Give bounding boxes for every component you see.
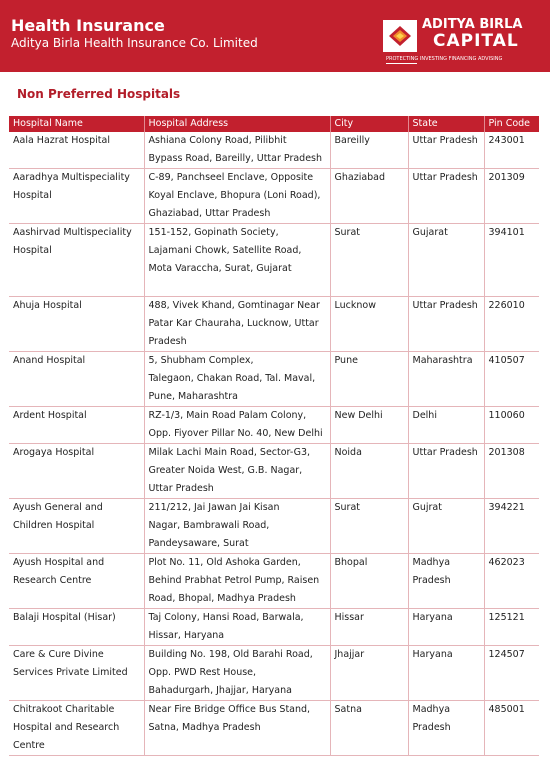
table-row <box>9 169 539 224</box>
cell-text-line: 5, Shubham Complex, <box>148 355 254 366</box>
cell-text-line: Road, Bhopal, Madhya Pradesh <box>148 593 296 604</box>
header-subtitle: Aditya Birla Health Insurance Co. Limited <box>11 36 258 50</box>
header-title: Health Insurance <box>11 16 165 35</box>
cell-text-line: Patar Kar Chauraha, Lucknow, Uttar <box>148 318 319 329</box>
table-row <box>9 297 539 352</box>
cell-text-line: Madhya <box>412 704 451 715</box>
city-cell <box>330 407 408 444</box>
cell-text-line: Ghaziabad <box>334 172 386 183</box>
cell-text-line: Centre <box>13 740 45 751</box>
brand-name-line2: CAPITAL <box>433 31 519 51</box>
cell-text-line: Noida <box>334 447 362 458</box>
hospital-address-cell <box>144 499 330 554</box>
hospital-address-cell <box>144 132 330 169</box>
cell-text-line: 201308 <box>488 447 525 458</box>
cell-text-line: Hospital <box>13 245 52 256</box>
cell-text-line: Chitrakoot Charitable <box>13 704 115 715</box>
city-cell <box>330 646 408 701</box>
cell-text-line: 394101 <box>488 227 525 238</box>
hospital-name-cell <box>9 352 144 407</box>
city-cell <box>330 554 408 609</box>
column-header-pin-code: Pin Code <box>484 116 539 132</box>
cell-text-line: Uttar Pradesh <box>148 483 214 494</box>
cell-text-line: Koyal Enclave, Bhopura (Loni Road), <box>148 190 321 201</box>
page-title: Non Preferred Hospitals <box>17 87 181 101</box>
cell-text-line: Satna, Madhya Pradesh <box>148 722 261 733</box>
cell-text-line: Mota Varaccha, Surat, Gujarat <box>148 263 292 274</box>
cell-text-line: Anand Hospital <box>13 355 86 366</box>
hospital-address-cell <box>144 701 330 756</box>
cell-text-line: Lajamani Chowk, Satellite Road, <box>148 245 302 256</box>
pin-code-cell <box>484 407 539 444</box>
cell-text-line: Arogaya Hospital <box>13 447 95 458</box>
cell-text-line: Nagar, Bambrawali Road, <box>148 520 270 531</box>
cell-text-line: Building No. 198, Old Barahi Road, <box>148 649 313 660</box>
hospital-address-cell <box>144 297 330 352</box>
cell-text-line: Bhopal <box>334 557 368 568</box>
pin-code-cell <box>484 554 539 609</box>
city-cell <box>330 609 408 646</box>
page-header <box>0 0 550 72</box>
cell-text-line: Bypass Road, Bareilly, Uttar Pradesh <box>148 153 323 164</box>
cell-text-line: Talegaon, Chakan Road, Tal. Maval, <box>148 373 316 384</box>
cell-text-line: 462023 <box>488 557 525 568</box>
hospital-name-cell <box>9 554 144 609</box>
city-cell <box>330 701 408 756</box>
hospital-name-cell <box>9 169 144 224</box>
cell-text-line <box>149 278 330 296</box>
pin-code-cell <box>484 169 539 224</box>
cell-text-line: 211/212, Jai Jawan Jai Kisan <box>148 502 280 513</box>
table-row <box>9 407 539 444</box>
cell-text-line: 485001 <box>488 704 525 715</box>
cell-text-line: 488, Vivek Khand, Gomtinagar Near <box>148 300 320 311</box>
pin-code-cell <box>484 297 539 352</box>
hospital-address-cell <box>144 444 330 499</box>
cell-text-line: C-89, Panchseel Enclave, Opposite <box>148 172 314 183</box>
cell-text-line: Maharashtra <box>412 355 473 366</box>
hospital-address-cell <box>144 224 330 297</box>
cell-text-line: Hissar, Haryana <box>148 630 225 641</box>
cell-text-line: Pradesh <box>412 722 451 733</box>
cell-text-line: New Delhi <box>334 410 383 421</box>
table-row <box>9 352 539 407</box>
column-header-hospital-address: Hospital Address <box>144 116 330 132</box>
table-row <box>9 646 539 701</box>
city-cell <box>330 224 408 297</box>
cell-text-line: Near Fire Bridge Office Bus Stand, <box>148 704 311 715</box>
hospital-address-cell <box>144 646 330 701</box>
state-cell <box>408 609 484 646</box>
city-cell <box>330 352 408 407</box>
cell-text-line: Gujrat <box>412 502 442 513</box>
table-row <box>9 132 539 169</box>
cell-text-line: Hissar <box>334 612 364 623</box>
cell-text-line: Pradesh <box>148 336 187 347</box>
cell-text-line: Haryana <box>412 649 453 660</box>
cell-text-line: Care & Cure Divine <box>13 649 104 660</box>
cell-text-line: Behind Prabhat Petrol Pump, Raisen <box>148 575 320 586</box>
state-cell <box>408 224 484 297</box>
table-header-row <box>9 116 539 132</box>
cell-text-line: RZ-1/3, Main Road Palam Colony, <box>148 410 307 421</box>
hospital-address-cell <box>144 169 330 224</box>
cell-text-line: Jhajjar <box>334 649 365 660</box>
hospital-name-cell <box>9 499 144 554</box>
table-row <box>9 554 539 609</box>
cell-text-line: Services Private Limited <box>13 667 128 678</box>
brand-tagline: PROTECTING INVESTING FINANCING ADVISING <box>386 56 503 62</box>
cell-text-line: Pradesh <box>412 575 451 586</box>
state-cell <box>408 132 484 169</box>
table-row <box>9 224 539 297</box>
cell-text-line: Opp. Fiyover Pillar No. 40, New Delhi <box>148 428 323 439</box>
cell-text-line: 124507 <box>488 649 525 660</box>
pin-code-cell <box>484 444 539 499</box>
hospital-name-cell <box>9 224 144 297</box>
cell-text-line: Bahadurgarh, Jhajjar, Haryana <box>148 685 292 696</box>
state-cell <box>408 407 484 444</box>
city-cell <box>330 499 408 554</box>
hospital-address-cell <box>144 407 330 444</box>
cell-text-line: Uttar Pradesh <box>412 172 478 183</box>
cell-text-line: Pandeysaware, Surat <box>148 538 249 549</box>
city-cell <box>330 297 408 352</box>
cell-text-line: Hospital and Research <box>13 722 120 733</box>
cell-text-line: 151-152, Gopinath Society, <box>148 227 279 238</box>
cell-text-line: 125121 <box>488 612 525 623</box>
column-header-state: State <box>408 116 484 132</box>
state-cell <box>408 646 484 701</box>
column-header-hospital-name: Hospital Name <box>9 116 144 132</box>
cell-text-line: Hospital <box>13 190 52 201</box>
hospital-name-cell <box>9 297 144 352</box>
hospital-name-cell <box>9 132 144 169</box>
state-cell <box>408 444 484 499</box>
cell-text-line: Greater Noida West, G.B. Nagar, <box>148 465 303 476</box>
pin-code-cell <box>484 132 539 169</box>
table-row <box>9 701 539 756</box>
column-header-city: City <box>330 116 408 132</box>
cell-text-line: 226010 <box>488 300 525 311</box>
cell-text-line: 243001 <box>488 135 525 146</box>
cell-text-line: Madhya <box>412 557 451 568</box>
cell-text-line: Bareilly <box>334 135 370 146</box>
pin-code-cell <box>484 352 539 407</box>
cell-text-line: Balaji Hospital (Hisar) <box>13 612 116 623</box>
city-cell <box>330 132 408 169</box>
hospital-table <box>9 116 539 756</box>
pin-code-cell <box>484 701 539 756</box>
cell-text-line: Ardent Hospital <box>13 410 87 421</box>
hospital-address-cell <box>144 554 330 609</box>
hospital-name-cell <box>9 701 144 756</box>
cell-text-line: Satna <box>334 704 362 715</box>
cell-text-line: Uttar Pradesh <box>412 135 478 146</box>
cell-text-line: Surat <box>334 227 361 238</box>
aditya-birla-logo-icon <box>383 20 417 52</box>
cell-text-line: 410507 <box>488 355 525 366</box>
hospital-name-cell <box>9 646 144 701</box>
pin-code-cell <box>484 646 539 701</box>
hospital-name-cell <box>9 609 144 646</box>
cell-text-line: 201309 <box>488 172 525 183</box>
cell-text-line: Aashirvad Multispeciality <box>13 227 132 238</box>
cell-text-line: Aaradhya Multispeciality <box>13 172 130 183</box>
table-row <box>9 499 539 554</box>
cell-text-line: Surat <box>334 502 361 513</box>
cell-text-line: Ahuja Hospital <box>13 300 82 311</box>
cell-text-line: Haryana <box>412 612 453 623</box>
hospital-name-cell <box>9 444 144 499</box>
cell-text-line: Milak Lachi Main Road, Sector-G3, <box>148 447 311 458</box>
hospital-address-cell <box>144 352 330 407</box>
cell-text-line: Uttar Pradesh <box>412 300 478 311</box>
tagline-divider <box>386 63 417 64</box>
cell-text-line: Ashiana Colony Road, Pilibhit <box>148 135 287 146</box>
cell-text-line: Aala Hazrat Hospital <box>13 135 110 146</box>
city-cell <box>330 169 408 224</box>
hospital-address-cell <box>144 609 330 646</box>
cell-text-line: Delhi <box>412 410 437 421</box>
cell-text-line: Ghaziabad, Uttar Pradesh <box>148 208 271 219</box>
pin-code-cell <box>484 499 539 554</box>
cell-text-line: Taj Colony, Hansi Road, Barwala, <box>148 612 304 623</box>
brand-name-line1: ADITYA BIRLA <box>422 17 523 32</box>
cell-text-line: Ayush General and <box>13 502 103 513</box>
state-cell <box>408 701 484 756</box>
cell-text-line: Lucknow <box>334 300 376 311</box>
pin-code-cell <box>484 224 539 297</box>
hospital-name-cell <box>9 407 144 444</box>
table-row <box>9 444 539 499</box>
cell-text-line: Opp. PWD Rest House, <box>148 667 257 678</box>
cell-text-line: Pune <box>334 355 358 366</box>
state-cell <box>408 554 484 609</box>
pin-code-cell <box>484 609 539 646</box>
table-row <box>9 609 539 646</box>
cell-text-line: 394221 <box>488 502 525 513</box>
state-cell <box>408 169 484 224</box>
cell-text-line: Plot No. 11, Old Ashoka Garden, <box>148 557 301 568</box>
cell-text-line: Pune, Maharashtra <box>148 391 238 402</box>
cell-text-line: 110060 <box>488 410 525 421</box>
cell-text-line: Uttar Pradesh <box>412 447 478 458</box>
cell-text-line: Children Hospital <box>13 520 95 531</box>
cell-text-line: Research Centre <box>13 575 92 586</box>
state-cell <box>408 352 484 407</box>
city-cell <box>330 444 408 499</box>
state-cell <box>408 297 484 352</box>
table-body <box>9 132 539 756</box>
state-cell <box>408 499 484 554</box>
cell-text-line: Ayush Hospital and <box>13 557 105 568</box>
cell-text-line: Gujarat <box>412 227 448 238</box>
